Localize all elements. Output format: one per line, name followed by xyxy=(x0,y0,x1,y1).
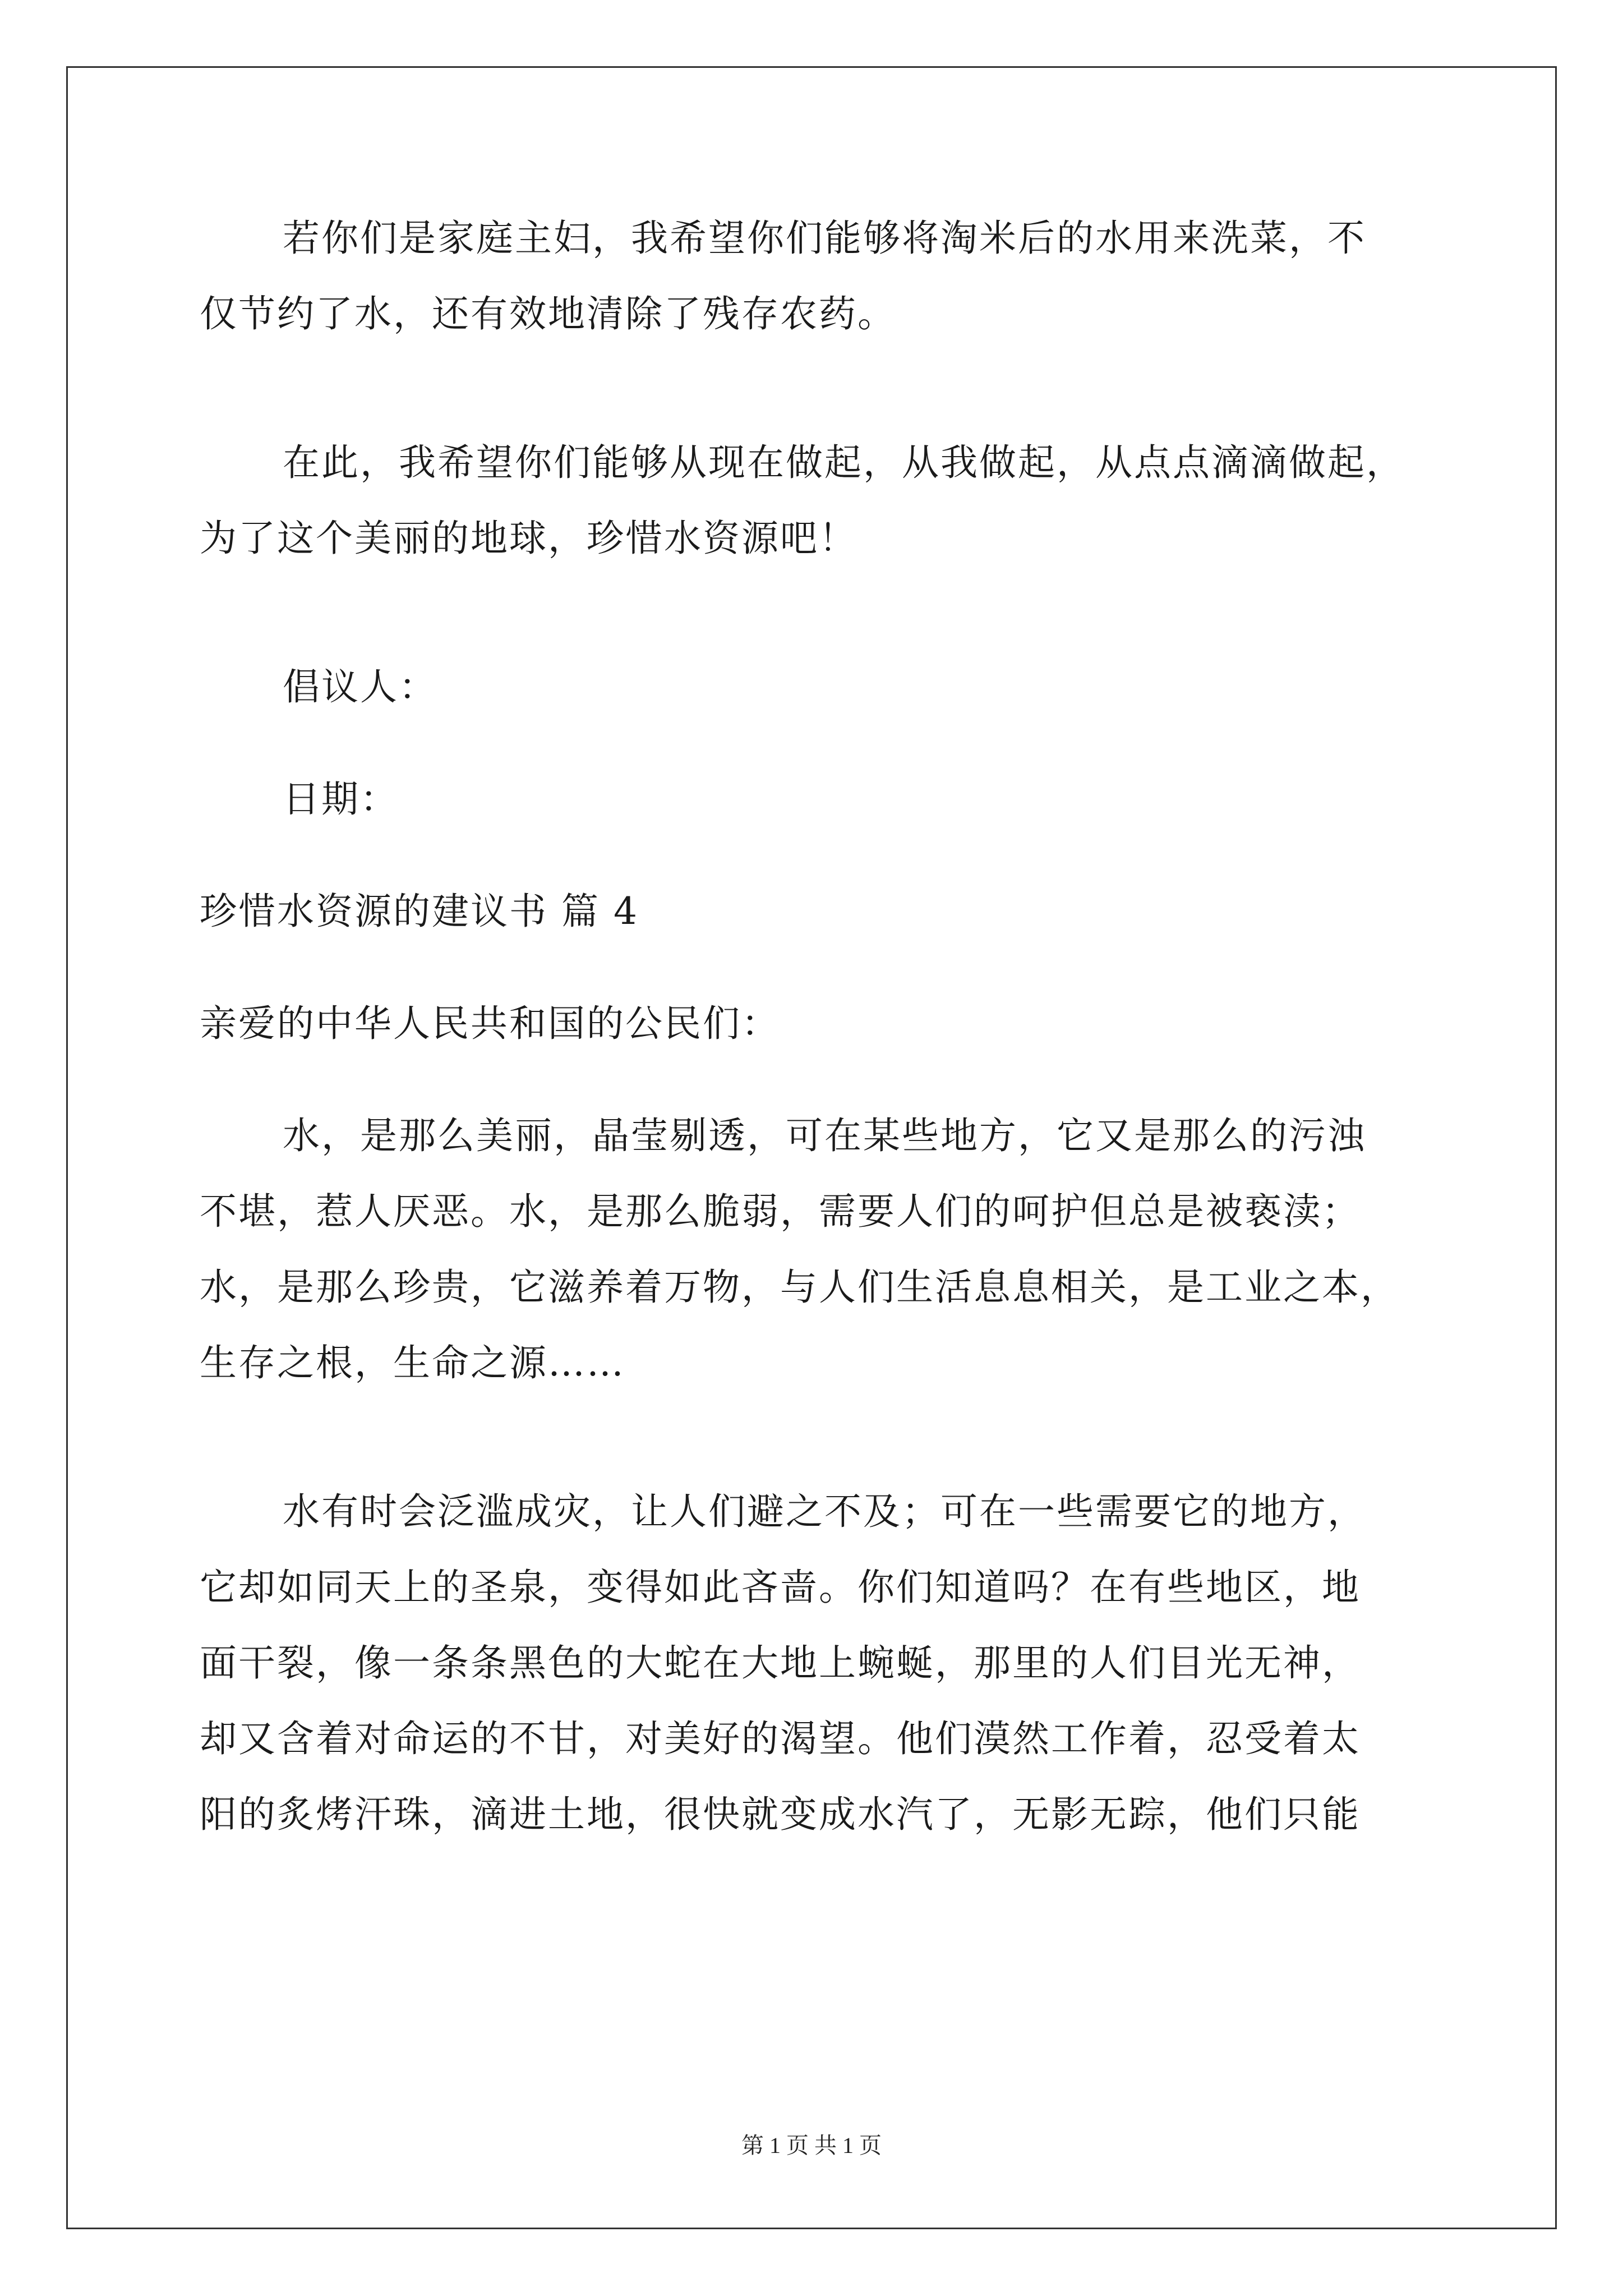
text-line: 生存之根，生命之源…… xyxy=(200,1341,625,1384)
text-line: 为了这个美丽的地球，珍惜水资源吧！ xyxy=(200,517,857,560)
text-line: 在此，我希望你们能够从现在做起，从我做起，从点点滴滴做起， xyxy=(283,441,1405,484)
text-line: 水，是那么珍贵，它滋养着万物，与人们生活息息相关，是工业之本， xyxy=(200,1266,1399,1309)
text-line: 阳的炙烤汗珠，滴进土地，很快就变成水汽了，无影无踪，他们只能 xyxy=(200,1793,1361,1836)
text-line: 若你们是家庭主妇，我希望你们能够将淘米后的水用来洗菜，不 xyxy=(283,217,1366,260)
signatory-label: 倡议人： xyxy=(283,665,437,708)
page-number: 第 1 页 共 1 页 xyxy=(741,2133,882,2158)
text-line: 水有时会泛滥成灾，让人们避之不及；可在一些需要它的地方， xyxy=(283,1490,1366,1533)
section-title: 珍惜水资源的建议书 篇 4 xyxy=(200,890,639,933)
text-line: 仅节约了水，还有效地清除了残存农药。 xyxy=(200,292,896,335)
text-line: 不堪，惹人厌恶。水，是那么脆弱，需要人们的呵护但总是被亵渎； xyxy=(200,1190,1361,1233)
date-label: 日期： xyxy=(283,777,399,821)
text-line: 它却如同天上的圣泉，变得如此吝啬。你们知道吗？在有些地区，地 xyxy=(200,1566,1361,1609)
salutation: 亲爱的中华人民共和国的公民们： xyxy=(200,1002,780,1045)
text-line: 面干裂，像一条条黑色的大蛇在大地上蜿蜒，那里的人们目光无神， xyxy=(200,1641,1361,1685)
text-line: 水，是那么美丽，晶莹剔透，可在某些地方，它又是那么的污浊 xyxy=(283,1114,1366,1157)
text-line: 却又含着对命运的不甘，对美好的渴望。他们漠然工作着，忍受着太 xyxy=(200,1717,1361,1760)
